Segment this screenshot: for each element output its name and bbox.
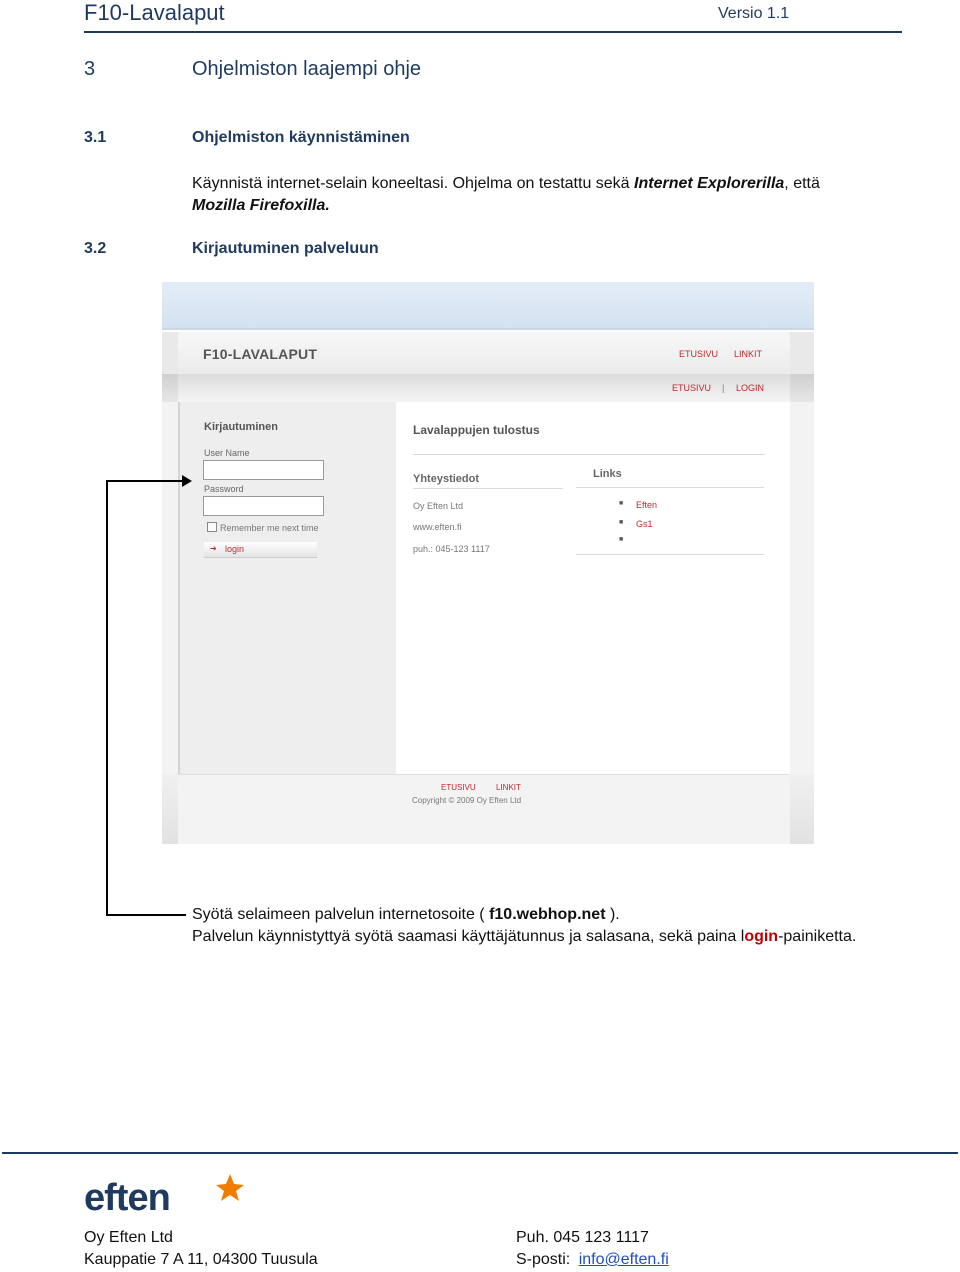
footer-phone: Puh. 045 123 1117 — [516, 1229, 649, 1246]
bullet-icon: ■ — [619, 519, 624, 526]
callout-line — [106, 480, 108, 916]
bullet-icon: ■ — [619, 536, 624, 543]
instruction-1-end: ). — [605, 906, 620, 923]
footer-address: Kauppatie 7 A 11, 04300 Tuusula — [84, 1251, 318, 1268]
site-copyright: Copyright © 2009 Oy Eften Ltd — [412, 796, 522, 805]
password-input[interactable] — [203, 496, 324, 516]
contact-company: Oy Eften Ltd — [413, 501, 464, 511]
top-nav-links-link[interactable]: LINKIT — [734, 349, 763, 359]
password-label: Password — [204, 484, 244, 494]
footer-home-link[interactable]: ETUSIVU — [441, 783, 476, 792]
instruction-1-start: Syötä selaimeen palvelun internetosoite ( — [192, 906, 490, 923]
remember-label: Remember me next time — [220, 523, 319, 533]
site-footer — [162, 774, 814, 844]
section-3-number: 3 — [84, 58, 96, 80]
login-button[interactable] — [204, 542, 317, 558]
contact-website: www.eften.fi — [413, 522, 462, 532]
username-input[interactable] — [203, 460, 324, 480]
section-3-2-number: 3.2 — [84, 240, 107, 257]
section-3-2-title: Kirjautuminen palveluun — [192, 240, 379, 257]
login-title: Kirjautuminen — [204, 421, 278, 433]
header-divider — [84, 31, 902, 33]
main-title: Lavalappujen tulostus — [413, 423, 540, 437]
footer-links-link[interactable]: LINKIT — [496, 783, 521, 792]
intro-text-mid: , että — [784, 175, 820, 192]
browser-firefox: Mozilla Firefoxilla. — [192, 197, 330, 214]
login-button-label: login — [225, 544, 245, 554]
bullet-icon: ■ — [619, 500, 624, 507]
instruction-2-start: Palvelun käynnistyttyä syötä saamasi käyttäjätunnus ja salasana, sekä paina l — [192, 928, 745, 945]
login-highlight: ogin — [744, 928, 779, 945]
star-icon — [216, 1174, 244, 1201]
instruction-2-end: -painiketta. — [778, 928, 857, 945]
top-nav-home-link[interactable]: ETUSIVU — [679, 349, 719, 359]
username-label: User Name — [204, 448, 250, 458]
browser-top-band — [162, 282, 814, 330]
site-subnav-bar — [162, 374, 814, 402]
document-title: F10-Lavalaput — [84, 0, 225, 25]
remember-checkbox[interactable] — [207, 522, 217, 532]
browser-ie: Internet Explorerilla — [634, 175, 785, 192]
instruction-line-2 — [192, 928, 856, 946]
callout-line — [106, 480, 184, 482]
callout-line — [106, 914, 186, 916]
arrow-right-icon: ➔ — [210, 544, 217, 553]
intro-paragraph — [192, 173, 872, 217]
arrowhead-icon — [182, 475, 192, 487]
contact-title: Yhteystiedot — [413, 473, 480, 485]
section-3-title: Ohjelmiston laajempi ohje — [192, 58, 422, 80]
eften-logo — [84, 1172, 244, 1216]
links-title: Links — [593, 468, 622, 480]
subnav-login-link[interactable]: LOGIN — [736, 383, 765, 393]
intro-text-start: Käynnistä internet-selain koneeltasi. Ohjelma on testattu sekä — [192, 175, 635, 192]
main-content — [396, 402, 790, 774]
footer-email-row — [516, 1251, 669, 1269]
footer-email-label: S-posti: — [516, 1251, 571, 1268]
logo-text: eften — [84, 1177, 170, 1216]
service-url: f10.webhop.net — [489, 906, 606, 923]
section-3-1-number: 3.1 — [84, 129, 107, 146]
footer-company: Oy Eften Ltd — [84, 1229, 173, 1246]
link-gs1[interactable]: Gs1 — [636, 519, 653, 529]
link-eften[interactable]: Eften — [636, 500, 658, 510]
footer-divider — [2, 1152, 958, 1154]
site-title: F10-LAVALAPUT — [203, 346, 318, 362]
subnav-home-link[interactable]: ETUSIVU — [672, 383, 712, 393]
section-3-1-title: Ohjelmiston käynnistäminen — [192, 129, 410, 146]
instruction-line-1 — [192, 906, 620, 924]
website-screenshot — [162, 282, 814, 844]
document-version: Versio 1.1 — [718, 5, 790, 22]
subnav-separator: | — [722, 383, 725, 393]
contact-phone: puh.: 045-123 1117 — [413, 544, 490, 554]
footer-email-link[interactable]: info@eften.fi — [578, 1251, 669, 1268]
